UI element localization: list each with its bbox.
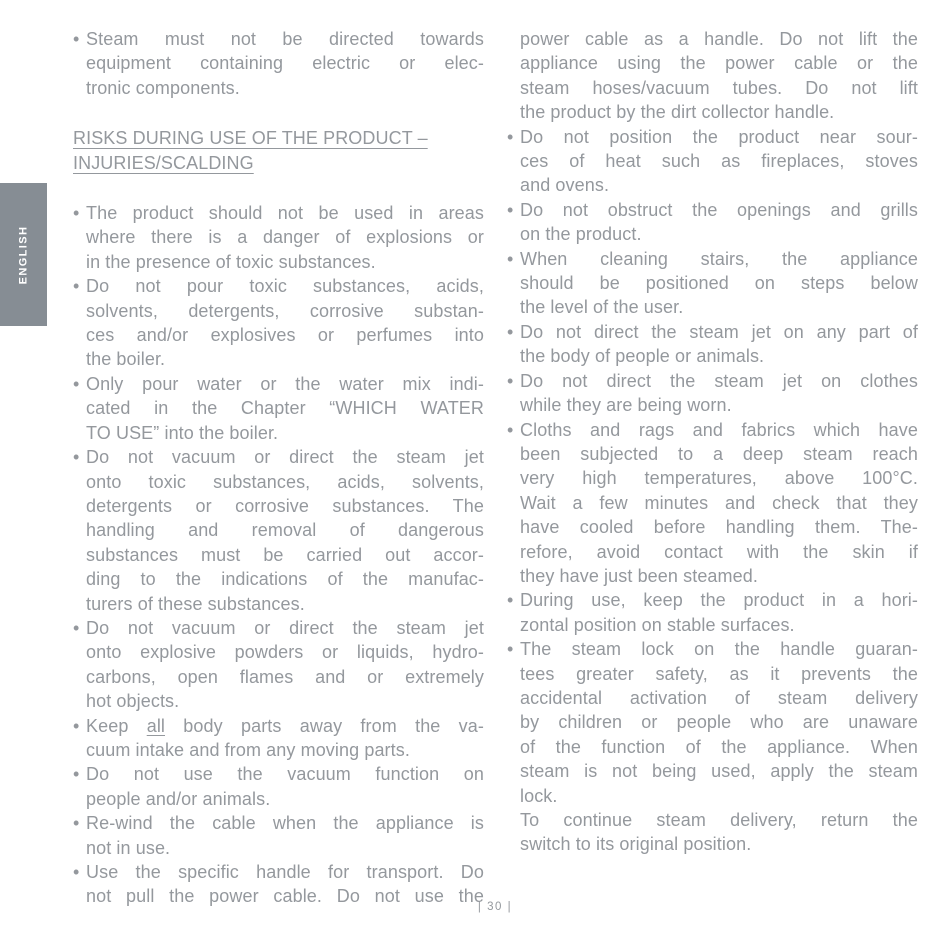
- text-line: Keep all body parts away from the va-: [86, 715, 484, 736]
- text-line: TO USE” into the boiler.: [86, 422, 279, 443]
- bullet-marker: •: [73, 276, 80, 297]
- bullet-marker: •: [73, 447, 80, 468]
- text-line: tronic components.: [86, 77, 240, 98]
- text-line: solvents, detergents, corrosive substan-: [86, 300, 484, 321]
- paragraph: [507, 588, 918, 637]
- bullet-marker: •: [73, 373, 80, 394]
- paragraph: [507, 247, 918, 320]
- text-line: Do not direct the steam jet on clothes: [520, 370, 918, 391]
- underlined-word: all: [146, 715, 166, 736]
- text-line: When cleaning stairs, the appliance: [520, 248, 918, 269]
- paragraph: [507, 27, 918, 125]
- text-line: tees greater safety, as it prevents the: [520, 663, 918, 684]
- text-line: refore, avoid contact with the skin if: [520, 541, 918, 562]
- paragraph: [73, 445, 484, 616]
- paragraph: [507, 637, 918, 808]
- text-line: substances must be carried out accor-: [86, 544, 484, 565]
- text-line: ding to the indications of the manufac-: [86, 569, 484, 590]
- paragraph-lines: [73, 126, 484, 175]
- text-line: they have just been steamed.: [520, 565, 758, 586]
- paragraph: [73, 811, 484, 860]
- text-line: handling and removal of dangerous: [86, 520, 484, 541]
- text-line: carbons, open flames and or extremely: [86, 666, 484, 687]
- text-line: cuum intake and from any moving parts.: [86, 739, 410, 760]
- text-line: Do not vacuum or direct the steam jet: [86, 617, 484, 638]
- bullet-marker: •: [507, 419, 514, 440]
- text-line: onto explosive powders or liquids, hydro-: [86, 642, 484, 663]
- text-line: by children or people who are unaware: [520, 712, 918, 733]
- text-line: Only pour water or the water mix indi-: [86, 373, 484, 394]
- paragraph-lines: [520, 588, 918, 637]
- text-line: steam hoses/vacuum tubes. Do not lift: [520, 77, 918, 98]
- bullet-marker: •: [507, 370, 514, 391]
- text-line: cated in the Chapter “WHICH WATER: [86, 398, 484, 419]
- text-line: the level of the user.: [520, 297, 684, 318]
- bullet-marker: •: [507, 248, 514, 269]
- paragraph-lines: [86, 445, 484, 616]
- text-line: ces of heat such as fireplaces, stoves: [520, 151, 918, 172]
- bullet-marker: •: [73, 617, 80, 638]
- text-line: Cloths and rags and fabrics which have: [520, 419, 918, 440]
- text-line: the body of people or animals.: [520, 346, 765, 367]
- text-line: hot objects.: [86, 691, 180, 712]
- paragraph: [73, 27, 484, 100]
- text-line: very high temperatures, above 100°C.: [520, 468, 918, 489]
- text-line: zontal position on stable surfaces.: [520, 614, 795, 635]
- paragraph: [73, 274, 484, 372]
- bullet-marker: •: [73, 203, 80, 224]
- right-text-column: [507, 27, 918, 857]
- text-line: INJURIES/SCALDING: [73, 152, 254, 173]
- text-line: people and/or animals.: [86, 788, 271, 809]
- bullet-marker: •: [73, 862, 80, 882]
- paragraph: [73, 201, 484, 274]
- text-line: Use the specific handle for transport. Do: [86, 862, 484, 882]
- paragraph-lines: [86, 811, 484, 860]
- text-line: detergents or corrosive substances. The: [86, 495, 484, 516]
- text-line: onto toxic substances, acids, solvents,: [86, 471, 484, 492]
- paragraph-lines: [86, 27, 484, 100]
- bullet-marker: •: [507, 321, 514, 342]
- text-line: Wait a few minutes and check that they: [520, 492, 918, 513]
- text-line: Do not pour toxic substances, acids,: [86, 276, 484, 297]
- paragraph: [73, 616, 484, 714]
- text-line: Do not direct the steam jet on any part of: [520, 321, 918, 342]
- text-line: Do not position the product near sour-: [520, 126, 918, 147]
- paragraph-lines: [86, 201, 484, 274]
- text-line: To continue steam delivery, return the: [520, 810, 918, 830]
- page-number: | 30 |: [477, 901, 513, 913]
- text-line: appliance using the power cable or the: [520, 53, 918, 74]
- text-line: been subjected to a deep steam reach: [520, 443, 918, 464]
- paragraph-lines: [86, 616, 484, 714]
- text-line: in the presence of toxic substances.: [86, 251, 376, 272]
- text-line: while they are being worn.: [520, 395, 732, 416]
- paragraph-lines: [520, 418, 918, 589]
- text-line: RISKS DURING USE OF THE PRODUCT –: [73, 128, 428, 149]
- text-line: switch to its original position.: [520, 834, 752, 855]
- paragraph: [507, 320, 918, 369]
- paragraph: [73, 762, 484, 811]
- paragraph-lines: [520, 198, 918, 247]
- paragraph-lines: [520, 125, 918, 198]
- paragraph: [507, 369, 918, 418]
- text-line: The steam lock on the handle guaran-: [520, 639, 918, 660]
- text-line: not in use.: [86, 837, 171, 858]
- paragraph: [507, 808, 918, 857]
- text-line: where there is a danger of explosions or: [86, 227, 484, 248]
- text-line: of the function of the appliance. When: [520, 736, 918, 757]
- text-line: the product by the dirt collector handle.: [520, 102, 835, 123]
- text-line: Do not use the vacuum function on: [86, 764, 484, 785]
- paragraph-lines: [86, 762, 484, 811]
- bullet-marker: •: [73, 813, 80, 834]
- bullet-marker: •: [73, 764, 80, 785]
- text-line: During use, keep the product in a hori-: [520, 590, 918, 611]
- paragraph: [73, 714, 484, 763]
- text-line: lock.: [520, 785, 558, 806]
- paragraph: [507, 198, 918, 247]
- text-line: should be positioned on steps below: [520, 273, 918, 294]
- text-line: The product should not be used in areas: [86, 203, 484, 224]
- paragraph-lines: [520, 27, 918, 125]
- language-tab: [0, 183, 47, 326]
- paragraph-lines: [86, 714, 484, 763]
- text-line: Re-wind the cable when the appliance is: [86, 813, 484, 834]
- text-line: the boiler.: [86, 349, 166, 370]
- text-line: equipment containing electric or elec-: [86, 53, 484, 74]
- left-text-column: [73, 27, 484, 909]
- paragraph: [73, 372, 484, 445]
- paragraph: [507, 418, 918, 589]
- bullet-marker: •: [507, 590, 514, 611]
- paragraph-lines: [86, 372, 484, 445]
- paragraph-lines: [520, 369, 918, 418]
- section-heading: [73, 126, 484, 175]
- paragraph-lines: [86, 274, 484, 372]
- bullet-marker: •: [507, 639, 514, 660]
- bullet-marker: •: [507, 199, 514, 220]
- paragraph-lines: [520, 637, 918, 808]
- text-line: on the product.: [520, 224, 642, 245]
- paragraph: [507, 125, 918, 198]
- text-line: have cooled before handling them. The-: [520, 517, 918, 538]
- text-line: not pull the power cable. Do not use the: [86, 886, 484, 907]
- paragraph-lines: [520, 320, 918, 369]
- bullet-marker: •: [73, 715, 80, 736]
- bullet-marker: •: [507, 126, 514, 147]
- text-line: accidental activation of steam delivery: [520, 687, 918, 708]
- text-line: turers of these substances.: [86, 593, 305, 614]
- text-line: ces and/or explosives or perfumes into: [86, 325, 484, 346]
- text-line: steam is not being used, apply the steam: [520, 761, 918, 782]
- paragraph-lines: [520, 247, 918, 320]
- text-line: Do not vacuum or direct the steam jet: [86, 447, 484, 468]
- text-line: Steam must not be directed towards: [86, 29, 484, 49]
- paragraph-lines: [520, 808, 918, 857]
- language-tab-label: ENGLISH: [17, 225, 30, 284]
- text-line: and ovens.: [520, 175, 610, 196]
- text-line: Do not obstruct the openings and grills: [520, 199, 918, 220]
- bullet-marker: •: [73, 29, 80, 49]
- text-line: power cable as a handle. Do not lift the: [520, 29, 918, 49]
